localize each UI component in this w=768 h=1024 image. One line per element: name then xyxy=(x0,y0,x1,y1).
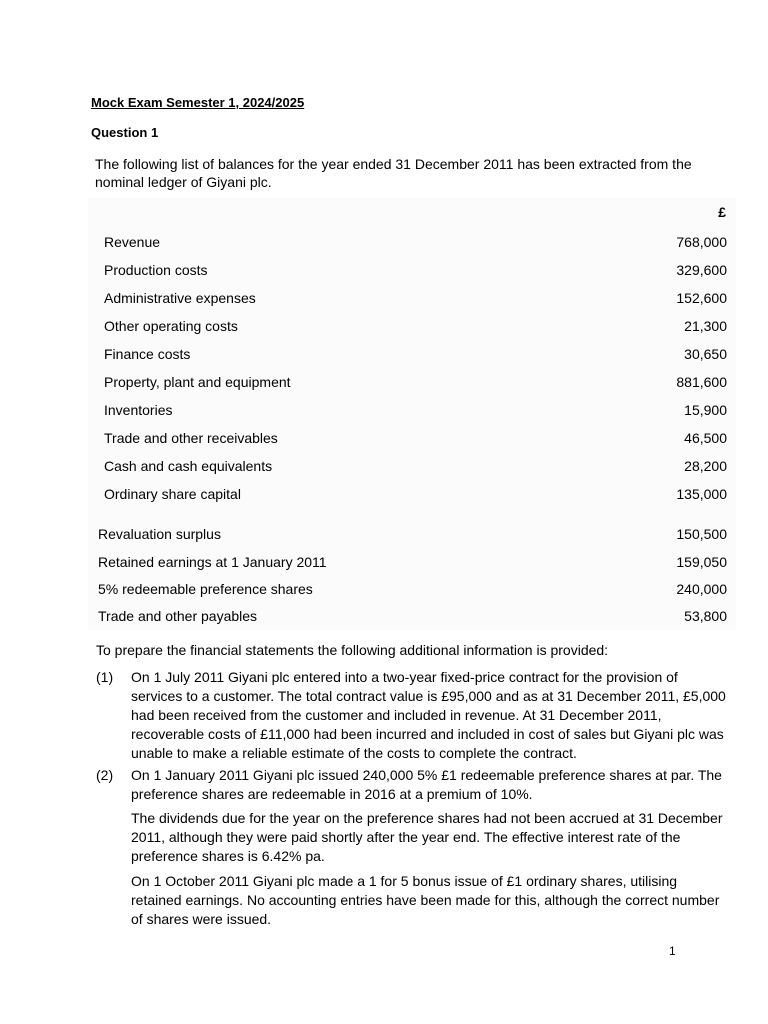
ledger-row xyxy=(88,524,736,544)
ledger-row xyxy=(88,552,736,572)
ledger-row xyxy=(88,484,736,504)
page-number: 1 xyxy=(669,944,676,958)
ledger-amount: 159,050 xyxy=(676,554,727,570)
ledger-label: Inventories xyxy=(104,402,173,418)
notes-intro: To prepare the financial statements the following additional information is provided: xyxy=(96,642,609,658)
note-number: (2) xyxy=(96,767,114,783)
ledger-row xyxy=(88,456,736,476)
ledger-amount: 240,000 xyxy=(676,581,727,597)
ledger-row xyxy=(88,372,736,392)
ledger-amount: 21,300 xyxy=(684,318,727,334)
ledger-row xyxy=(88,428,736,448)
ledger-label: Ordinary share capital xyxy=(104,486,241,502)
ledger-label: Cash and cash equivalents xyxy=(104,458,273,474)
note-number: (1) xyxy=(96,669,114,685)
ledger-row xyxy=(88,400,736,420)
exam-title: Mock Exam Semester 1, 2024/2025 xyxy=(91,95,305,110)
ledger-label: 5% redeemable preference shares xyxy=(98,581,313,597)
ledger-amount: 881,600 xyxy=(676,374,727,390)
note-paragraph: The dividends due for the year on the preference shares had not been accrued at 31 December 2011, although they were paid shortly after the year end. The effective interest rate of the preference shares is 6.42% pa. xyxy=(131,810,723,864)
intro-paragraph: The following list of balances for the year ended 31 December 2011 has been extracted from the nominal ledger of Giyani plc. xyxy=(95,156,692,190)
currency-header: £ xyxy=(718,204,726,220)
ledger-row xyxy=(88,316,736,336)
note-paragraph: On 1 October 2011 Giyani plc made a 1 for 5 bonus issue of £1 ordinary shares, utilising retained earnings. No accounting entries have been made for this, although the correct number of shares were issued. xyxy=(131,873,720,927)
ledger-row xyxy=(88,232,736,252)
ledger-label: Property, plant and equipment xyxy=(104,374,291,390)
ledger-amount: 53,800 xyxy=(684,608,727,624)
ledger-label: Production costs xyxy=(104,262,208,278)
question-title: Question 1 xyxy=(91,125,159,140)
ledger-amount: 152,600 xyxy=(676,290,727,306)
note-text: On 1 July 2011 Giyani plc entered into a two-year fixed-price contract for the provision of services to a customer. The total contract value is £95,000 and as at 31 December 2011, £5,000 had been received from the customer and included in revenue. At 31 December 2011, recoverable costs of £11,000 had been incurred and included in cost of sales but Giyani plc was unable to make a reliable estimate of the costs to complete the contract. xyxy=(131,669,726,761)
ledger-table xyxy=(88,198,736,630)
ledger-label: Retained earnings at 1 January 2011 xyxy=(98,554,327,570)
ledger-amount: 15,900 xyxy=(684,402,727,418)
note-text: On 1 January 2011 Giyani plc issued 240,000 5% £1 redeemable preference shares at par. The preference shares are redeemable in 2016 at a premium of 10%. xyxy=(131,767,722,802)
ledger-row xyxy=(88,288,736,308)
ledger-amount: 150,500 xyxy=(676,526,727,542)
ledger-amount: 768,000 xyxy=(676,234,727,250)
ledger-label: Administrative expenses xyxy=(104,290,256,306)
ledger-label: Finance costs xyxy=(104,346,191,362)
ledger-row xyxy=(88,606,736,626)
ledger-row xyxy=(88,579,736,599)
ledger-label: Revaluation surplus xyxy=(98,526,221,542)
ledger-row xyxy=(88,344,736,364)
ledger-amount: 46,500 xyxy=(684,430,727,446)
ledger-row xyxy=(88,260,736,280)
ledger-label: Trade and other receivables xyxy=(104,430,278,446)
ledger-amount: 28,200 xyxy=(684,458,727,474)
ledger-amount: 30,650 xyxy=(684,346,727,362)
ledger-amount: 135,000 xyxy=(676,486,727,502)
ledger-amount: 329,600 xyxy=(676,262,727,278)
ledger-label: Revenue xyxy=(104,234,161,250)
ledger-label: Other operating costs xyxy=(104,318,238,334)
ledger-label: Trade and other payables xyxy=(98,608,258,624)
